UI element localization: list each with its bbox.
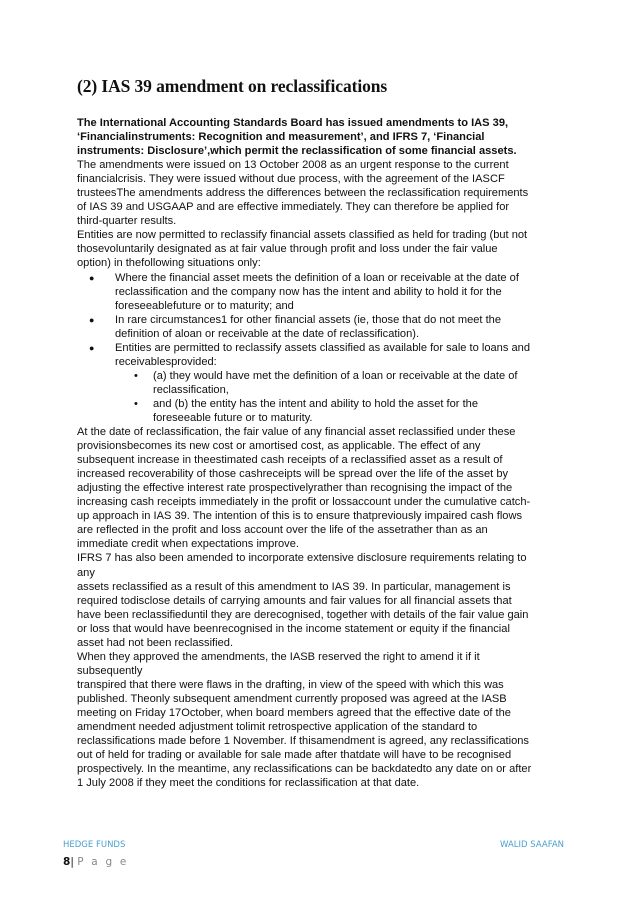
text-line: reclassifications made before 1 November. If thisamendment is agreed, any reclassifications <box>77 735 529 748</box>
sub-bullet-line: (a) they would have met the definition of a loan or receivable at the date of <box>153 369 518 382</box>
text-line: of IAS 39 and USGAAP and are effective immediately. They can therefore be applied for <box>77 201 510 214</box>
intro-paragraphs <box>77 116 567 271</box>
bullet-line: receivablesprovided: <box>115 355 217 368</box>
text-line: up approach in IAS 39. The intention of this is to ensure thatpreviously impaired cash flows <box>77 510 523 523</box>
text-line: option) in thefollowing situations only: <box>77 257 261 270</box>
section-heading: (2) IAS 39 amendment on reclassifications <box>77 76 388 96</box>
text-line: third-quarter results. <box>77 215 177 228</box>
text-line: The amendments were issued on 13 October 2008 as an urgent response to the current <box>77 159 509 172</box>
page-number-separator: | <box>70 856 74 868</box>
text-line: transpired that there were flaws in the drafting, in view of the speed with which this was <box>77 678 504 691</box>
text-line: subsequently <box>77 664 143 677</box>
text-line: immediate credit when expectations improve. <box>77 538 299 551</box>
text-line: asset had not been reclassified. <box>77 636 234 649</box>
sub-bullet-marker: • <box>134 397 138 410</box>
text-line: adjusting the effective interest rate prospectivelyrather than recognising the impact of the <box>77 482 513 495</box>
text-line: have been reclassifieduntil they are derecognised, together with details of the fair value gain <box>77 608 529 621</box>
text-line: meeting on Friday 17October, when board members agreed that the effective date of the <box>77 706 511 719</box>
text-line: increasing cash receipts immediately in the profit or lossaccount under the cumulative catch- <box>77 496 531 509</box>
text-line: 1 July 2008 if they meet the conditions for reclassification at that date. <box>77 777 420 790</box>
bullet-marker: ● <box>89 272 95 283</box>
bullet-item <box>89 271 567 313</box>
text-line: any <box>77 566 95 579</box>
sub-bullet-item <box>134 369 567 397</box>
footer-title: HEDGE FUNDS <box>63 840 126 850</box>
body-text <box>77 116 567 790</box>
page-number-value: 8 <box>63 856 71 868</box>
text-line: At the date of reclassification, the fair value of any financial asset reclassified under these <box>77 426 516 439</box>
bullet-item <box>89 313 567 341</box>
bullet-line: In rare circumstances1 for other financial assets (ie, those that do not meet the <box>115 313 502 326</box>
text-line: are reflected in the profit and loss account over the life of the assetrather than as an <box>77 524 488 537</box>
bullet-list <box>77 271 567 426</box>
sub-bullet-line: and (b) the entity has the intent and ability to hold the asset for the <box>153 397 479 410</box>
bullet-line: Where the financial asset meets the definition of a loan or receivable at the date of <box>115 271 519 284</box>
page-label: P a g e <box>77 856 129 868</box>
text-line: amendment needed adjustment tolimit retrospective application of the standard to <box>77 721 478 734</box>
text-line: increased recoverability of those cashreceipts will be spread over the life of the asset by <box>77 468 509 481</box>
bullet-line: Entities are permitted to reclassify assets classified as available for sale to loans and <box>115 341 530 354</box>
page-number <box>63 856 129 868</box>
text-line: financialcrisis. They were issued without due process, with the agreement of the IASCF <box>77 173 505 186</box>
text-line: thosevoluntarily designated as at fair value through profit and loss under the fair value <box>77 243 498 256</box>
footer-author: WALID SAAFAN <box>500 840 564 850</box>
bullet-line: definition of aloan or receivable at the date of reclassification). <box>115 327 420 340</box>
bullet-marker: ● <box>89 342 95 353</box>
sub-bullet-line: reclassification, <box>153 383 229 396</box>
bullet-line: reclassification and the company now has the intent and ability to hold it for the <box>115 285 502 298</box>
sub-bullet-line: foreseeable future or to maturity. <box>153 411 313 424</box>
text-line: or loss that would have beenrecognised in the income statement or equity if the financial <box>77 622 510 635</box>
text-line: Entities are now permitted to reclassify financial assets classified as held for trading (but not <box>77 229 528 242</box>
bullet-marker: ● <box>89 314 95 325</box>
text-line: published. Theonly subsequent amendment currently proposed was agreed at the IASB <box>77 692 507 705</box>
sub-bullet-marker: • <box>134 369 138 382</box>
text-line: When they approved the amendments, the IASB reserved the right to amend it if it <box>77 650 480 663</box>
text-line: out of held for trading or available for sale made after thatdate will have to be recognised <box>77 749 512 762</box>
text-line: provisionsbecomes its new cost or amortised cost, as applicable. The effect of any <box>77 440 481 453</box>
text-line: IFRS 7 has also been amended to incorporate extensive disclosure requirements relating to <box>77 552 527 565</box>
bullet-line: foreseeablefuture or to maturity; and <box>115 299 294 312</box>
text-line: required todisclose details of carrying amounts and fair values for all financial assets that <box>77 594 512 607</box>
sub-bullet-list <box>115 369 567 425</box>
text-line: assets reclassified as a result of this amendment to IAS 39. In particular, management is <box>77 580 511 593</box>
text-line: ‘Financialinstruments: Recognition and measurement’, and IFRS 7, ‘Financial <box>77 131 485 144</box>
text-line: subsequent increase in theestimated cash receipts of a reclassified asset as a result of <box>77 454 503 467</box>
text-line: The International Accounting Standards Board has issued amendments to IAS 39, <box>77 117 509 129</box>
text-line: trusteesThe amendments address the differences between the reclassification requirements <box>77 187 529 200</box>
bullet-item <box>89 341 567 425</box>
closing-paragraphs <box>77 425 567 790</box>
text-line: prospectively. In the meantime, any reclassifications can be backdatedto any date on or after <box>77 763 532 776</box>
text-line: instruments: Disclosure’,which permit the reclassification of some financial assets. <box>77 145 517 158</box>
sub-bullet-item <box>134 397 567 425</box>
